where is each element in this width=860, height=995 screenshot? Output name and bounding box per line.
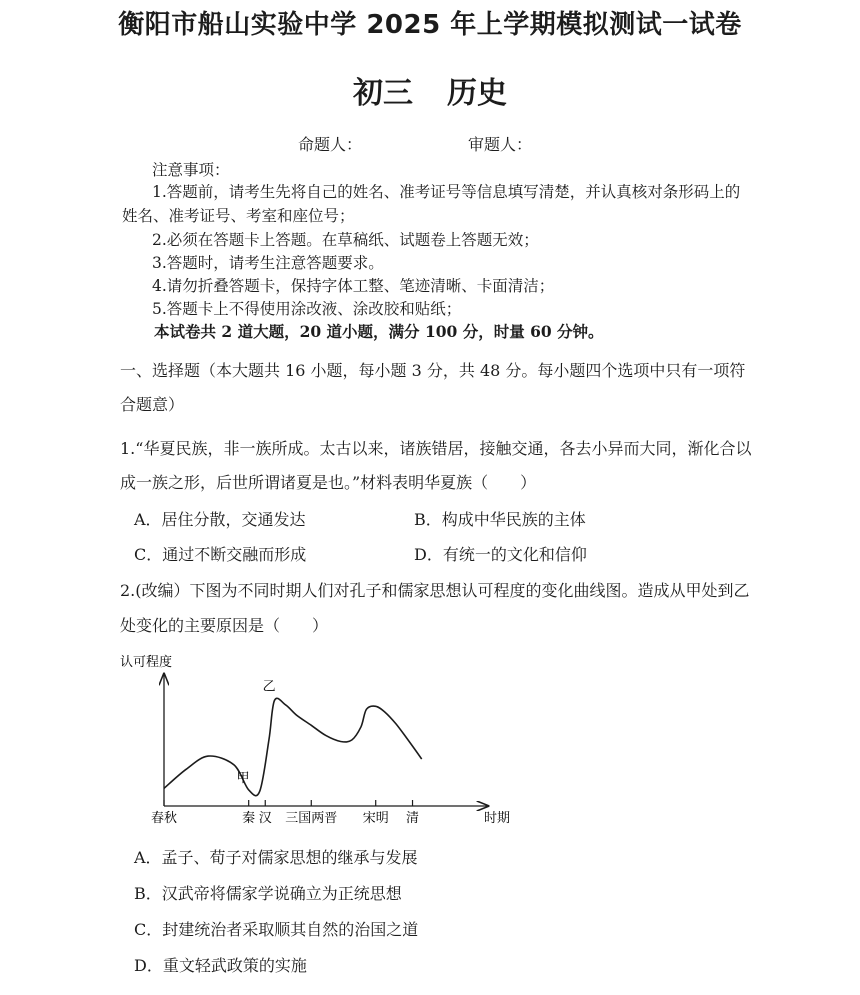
question-2-option-c: C．封建统治者采取顺其自然的治国之道: [134, 920, 419, 939]
notice-item-4: 4.请勿折叠答题卡，保持字体工整、笔迹清晰、卡面清洁；: [152, 277, 555, 295]
notice-item-5: 5.答题卡上不得使用涂改液、涂改胶和贴纸；: [152, 300, 462, 318]
grade-label: 初三: [353, 76, 413, 111]
question-1-option-a: A．居住分散，交通发达: [134, 510, 306, 529]
notice-item-2: 2.必须在答题卡上答题。在草稿纸、试题卷上答题无效；: [152, 231, 539, 249]
x-axis-label: 时期: [484, 811, 511, 826]
notice-item-1-line-2: 姓名、准考证号、考室和座位号；: [122, 207, 355, 225]
x-tick-label: 三国两晋: [285, 811, 338, 826]
exam-summary: 本试卷共 2 道大题，20 道小题，满分 100 分，时量 60 分钟。: [154, 322, 604, 341]
question-1-option-b: B．构成中华民族的主体: [414, 510, 586, 529]
notice-heading: 注意事项：: [152, 161, 230, 179]
notice-item-1-line-1: 1.答题前，请考生先将自己的姓名、准考证号等信息填写清楚，并认真核对条形码上的: [152, 183, 741, 201]
question-1-option-c: C．通过不断交融而形成: [134, 545, 307, 564]
x-tick-label: 宋明: [362, 811, 389, 826]
question-2-stem-cont: 处变化的主要原因是（ ）: [120, 616, 329, 635]
question-2-option-b: B．汉武帝将儒家学说确立为正统思想: [134, 884, 402, 903]
setter-label: 命题人：: [298, 135, 363, 154]
section-1-heading: 一、选择题（本大题共 16 小题，每小题 3 分，共 48 分。每小题四个选项中只有一项符: [120, 361, 746, 380]
question-2-stem: 2.(改编）下图为不同时期人们对孔子和儒家思想认可程度的变化曲线图。造成从甲处到乙: [120, 581, 750, 600]
annotation-jia: 甲: [236, 770, 250, 786]
x-tick-label: 春秋: [150, 811, 178, 826]
section-1-heading-cont: 合题意）: [120, 395, 185, 414]
question-2-option-a: A．孟子、荀子对儒家思想的继承与发展: [134, 848, 418, 867]
exam-subject: [0, 68, 860, 112]
subject-label: 历史: [447, 76, 507, 111]
annotation-yi: 乙: [262, 679, 276, 695]
series-line: [164, 698, 422, 795]
x-tick-label: 秦: [242, 811, 256, 826]
y-axis-label: 认可程度: [120, 655, 173, 670]
exam-title: 衡阳市船山实验中学 2025 年上学期模拟测试一试卷: [118, 10, 742, 40]
x-tick-label: 清: [406, 811, 420, 826]
question-1-stem: 1.“华夏民族，非一族所成。太古以来，诸族错居，接触交通，各去小异而大同，渐化合以: [120, 439, 752, 458]
notice-item-3: 3.答题时，请考生注意答题要求。: [152, 254, 384, 272]
question-2-option-d: D．重文轻武政策的实施: [134, 956, 307, 975]
reviewer-label: 审题人：: [468, 135, 533, 154]
recognition-curve-chart: [0, 640, 860, 830]
question-1-stem-cont: 成一族之形，后世所谓诸夏是也。”材料表明华夏族（ ）: [120, 473, 537, 492]
question-1-option-d: D．有统一的文化和信仰: [414, 545, 587, 564]
x-tick-label: 汉: [258, 811, 272, 826]
